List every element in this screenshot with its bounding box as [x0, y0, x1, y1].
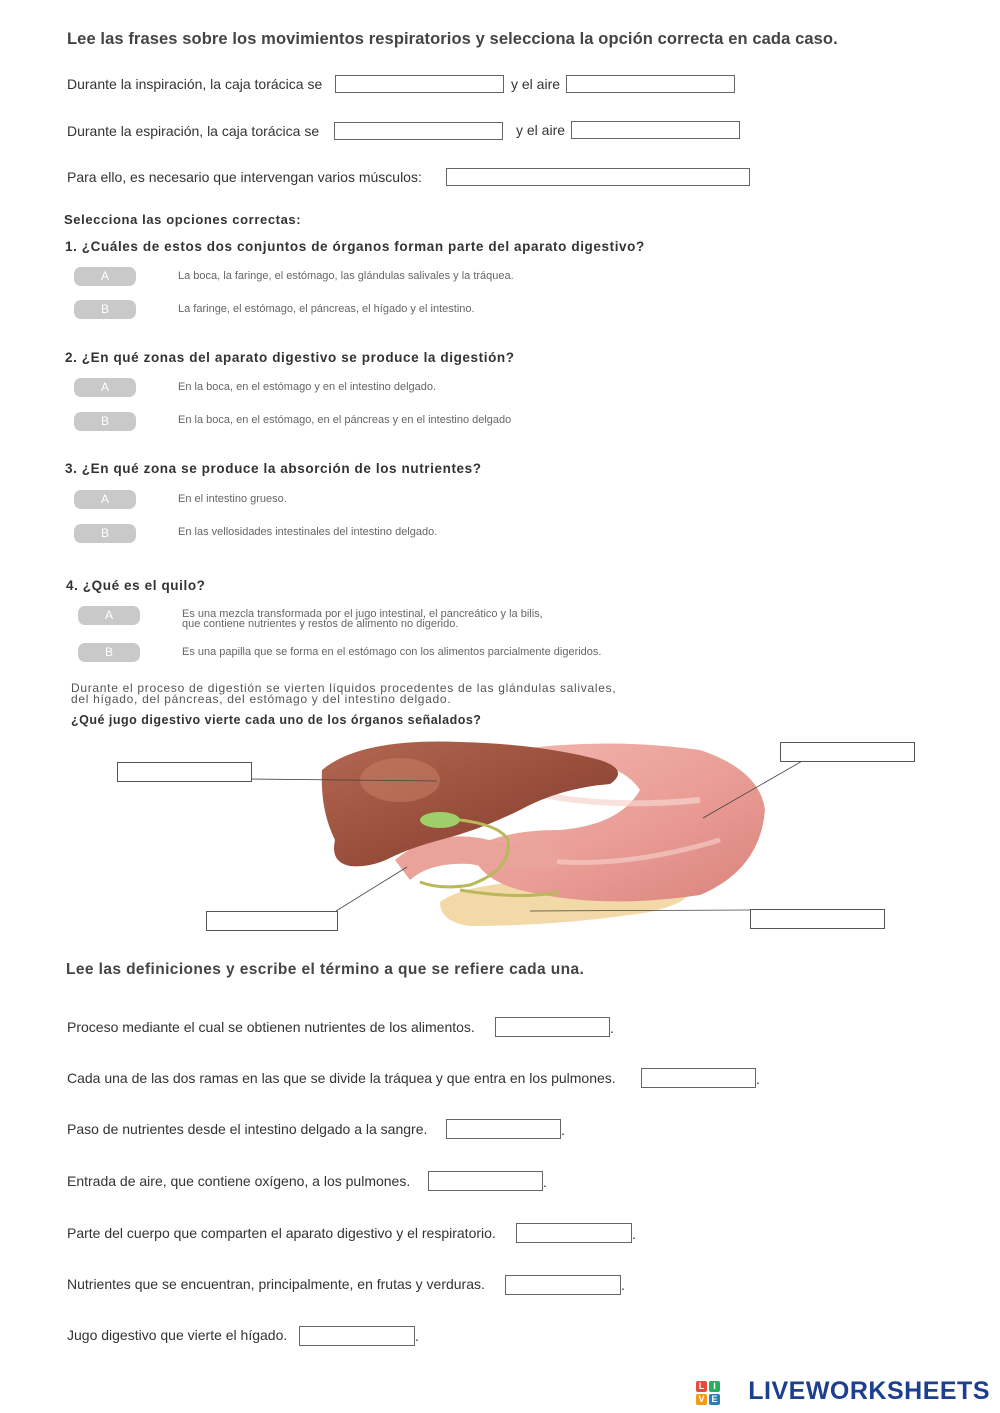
definition-5-dot: . [632, 1226, 636, 1242]
logo-mark-e: E [709, 1394, 720, 1405]
q3-option-b-text: En las vellosidades intestinales del intestino delgado. [178, 526, 438, 538]
question-1: 1. ¿Cuáles de estos dos conjuntos de órganos forman parte del aparato digestivo? [65, 239, 645, 254]
q1-option-b-text: La faringe, el estómago, el páncreas, el hígado y el intestino. [178, 303, 475, 315]
q4-option-a-text-line1: Es una mezcla transformada por el jugo intestinal, el pancreático y la bilis, [182, 608, 543, 620]
definition-3-dot: . [561, 1122, 565, 1138]
label-box-duodenum[interactable] [206, 911, 338, 931]
sentence-expiration-part2: y el aire [516, 122, 566, 138]
label-box-pancreas[interactable] [750, 909, 885, 929]
digestion-paragraph-line2: del hígado, del páncreas, del estómago y del intestino delgado. [71, 692, 452, 706]
definition-2: Cada una de las dos ramas en las que se divide la tráquea y que entra en los pulmones. [67, 1070, 616, 1086]
definition-3: Paso de nutrientes desde el intestino delgado a la sangre. [67, 1121, 428, 1137]
juice-question: ¿Qué jugo digestivo vierte cada uno de los órganos señalados? [71, 713, 482, 727]
gallbladder [420, 812, 460, 828]
q3-option-a-text: En el intestino grueso. [178, 493, 287, 505]
answer-box-inspiration-air[interactable] [566, 75, 735, 93]
q2-option-b-text: En la boca, en el estómago, en el páncreas y en el intestino delgado [178, 414, 512, 426]
answer-box-inspiration-thorax[interactable] [335, 75, 504, 93]
q1-option-a-text: La boca, la faringe, el estómago, las glándulas salivales y la tráquea. [178, 270, 514, 282]
definition-4: Entrada de aire, que contiene oxígeno, a los pulmones. [67, 1173, 411, 1189]
logo-mark-v: V [696, 1394, 707, 1405]
definition-1-dot: . [610, 1020, 614, 1036]
liveworksheets-logo-icon [696, 1381, 720, 1405]
sentence-muscles: Para ello, es necesario que intervengan varios músculos: [67, 169, 422, 185]
definition-3-answer-box[interactable] [446, 1119, 561, 1139]
liveworksheets-logo[interactable]: LIVEWORKSHEETS [748, 1377, 990, 1405]
definition-7-answer-box[interactable] [299, 1326, 415, 1346]
answer-box-expiration-thorax[interactable] [334, 122, 503, 140]
q2-option-a-button[interactable]: A [74, 378, 136, 397]
definition-6: Nutrientes que se encuentran, principalmente, en frutas y verduras. [67, 1276, 485, 1292]
sentence-inspiration-part2: y el aire [511, 76, 561, 92]
digestion-paragraph-line1: Durante el proceso de digestión se vierten líquidos procedentes de las glándulas salivales, [71, 681, 617, 695]
question-4: 4. ¿Qué es el quilo? [66, 578, 206, 593]
definition-7: Jugo digestivo que vierte el hígado. [67, 1327, 288, 1343]
definition-4-answer-box[interactable] [428, 1171, 543, 1191]
q1-option-b-button[interactable]: B [74, 300, 136, 319]
definition-6-dot: . [621, 1277, 625, 1293]
sentence-inspiration-part1: Durante la inspiración, la caja torácica se [67, 76, 323, 92]
q3-option-b-button[interactable]: B [74, 524, 136, 543]
section-title-definitions: Lee las definiciones y escribe el término a que se refiere cada una. [66, 961, 585, 978]
section-title-respiration: Lee las frases sobre los movimientos respiratorios y selecciona la opción correcta en cada caso. [67, 30, 838, 48]
logo-mark-i: I [709, 1381, 720, 1392]
definition-2-answer-box[interactable] [641, 1068, 756, 1088]
answer-box-expiration-air[interactable] [571, 121, 740, 139]
select-heading: Selecciona las opciones correctas: [64, 212, 302, 227]
sentence-expiration-part1: Durante la espiración, la caja torácica se [67, 123, 320, 139]
definition-7-dot: . [415, 1328, 419, 1344]
definition-5: Parte del cuerpo que comparten el aparato digestivo y el respiratorio. [67, 1225, 496, 1241]
definition-1: Proceso mediante el cual se obtienen nutrientes de los alimentos. [67, 1019, 475, 1035]
definition-1-answer-box[interactable] [495, 1017, 610, 1037]
q2-option-b-button[interactable]: B [74, 412, 136, 431]
definition-5-answer-box[interactable] [516, 1223, 632, 1243]
q4-option-a-button[interactable]: A [78, 606, 140, 625]
q1-option-a-button[interactable]: A [74, 267, 136, 286]
q2-option-a-text: En la boca, en el estómago y en el intestino delgado. [178, 381, 437, 393]
q4-option-b-text: Es una papilla que se forma en el estómago con los alimentos parcialmente digeridos. [182, 646, 602, 658]
definition-4-dot: . [543, 1174, 547, 1190]
q4-option-a-text-line2: que contiene nutrientes y restos de alimento no digerido. [182, 618, 459, 630]
q4-option-b-button[interactable]: B [78, 643, 140, 662]
q3-option-a-button[interactable]: A [74, 490, 136, 509]
question-2: 2. ¿En qué zonas del aparato digestivo se produce la digestión? [65, 350, 515, 365]
label-box-liver[interactable] [117, 762, 252, 782]
label-box-stomach[interactable] [780, 742, 915, 762]
answer-box-muscles[interactable] [446, 168, 750, 186]
logo-mark-l: L [696, 1381, 707, 1392]
question-3: 3. ¿En qué zona se produce la absorción de los nutrientes? [65, 461, 482, 476]
definition-6-answer-box[interactable] [505, 1275, 621, 1295]
definition-2-dot: . [756, 1071, 760, 1087]
